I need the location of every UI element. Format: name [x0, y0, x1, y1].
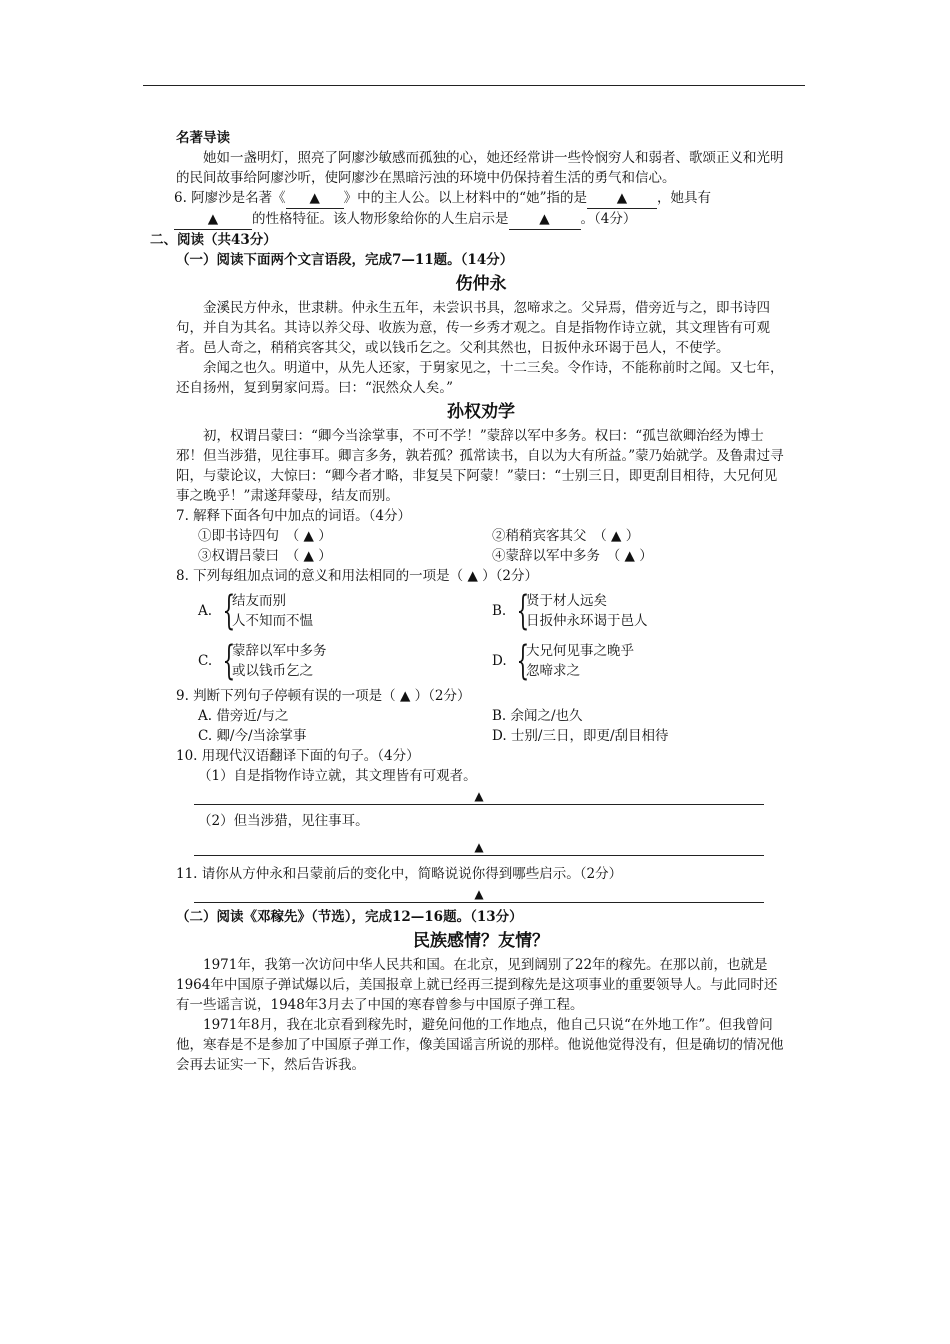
passage-paragraph: 初，权谓吕蒙曰：“卿今当涂掌事，不可不学！”蒙辞以军中多务。权曰：“孤岂欲卿治经为博士邪！但当涉猎，见往事耳。卿言多务，孰若孤？孤常读书，自以为大有所益。”蒙乃始就学。及鲁肃过寻阳，与蒙论议，大惊曰：“卿今者才略，非复吴下阿蒙！”蒙曰：“士别三日，即更刮目相待，大兄何见事之晚乎！”肃遂拜蒙母，结友而别。: [176, 428, 784, 504]
question-6: 6. 阿廖沙是名著《 ▲ 》中的主人公。以上材料中的“她”指的是 ▲ ，她具有 ▲ 的性格特征。该人物形象给你的人生启示是 ▲ 。（4分）: [174, 188, 786, 230]
question-7-stem: 7. 解释下面各句中加点的词语。（4分）: [176, 508, 412, 524]
option-b[interactable]: B. { 贤于材人远矣 日扳仲永环谒于邑人: [492, 588, 648, 634]
option-a[interactable]: A. { 结友而别 人不知而不愠: [198, 588, 313, 634]
passage-paragraph: 1971年8月，我在北京看到稼先时，避免问他的工作地点，他自己只说“在外地工作”。但我曾问他，寒春是不是参加了中国原子弹工作，像美国谣言所说的那样。他说他觉得没有，但是确切的情况他会再去证实一下，然后告诉我。: [176, 1017, 784, 1073]
answer-blank[interactable]: ▲: [587, 188, 657, 209]
option-b[interactable]: B. 余闻之/也久: [492, 708, 583, 724]
question-9-row: [176, 706, 786, 726]
option-c[interactable]: C. 卿/今/当涂掌事: [198, 728, 307, 744]
option-d[interactable]: D. 士别/三日，即更/刮目相待: [492, 728, 669, 744]
subsection-heading-1: （一）阅读下面两个文言语段，完成7—11题。（14分）: [176, 252, 514, 268]
exam-sheet: [150, 128, 786, 1075]
mingzhu-passage: 她如一盏明灯，照亮了阿廖沙敏感而孤独的心，她还经常讲一些怜悯穷人和弱者、歌颂正义和光明的民间故事给阿廖沙听，使阿廖沙在黑暗污浊的环境中仍保持着生活的勇气和信心。: [176, 150, 784, 186]
answer-slot[interactable]: （ ▲ ）: [292, 528, 332, 544]
passage-title-minzuganqing: 民族感情？友情？: [413, 931, 549, 951]
top-rule: [143, 85, 805, 86]
option-c[interactable]: C. { 蒙辞以军中多务 或以钱币乞之: [198, 638, 327, 684]
question-10-stem: 10. 用现代汉语翻译下面的句子。（4分）: [176, 748, 420, 764]
section-heading-reading: 二、阅读（共43分）: [150, 232, 277, 248]
passage-title-shangzhongyong: 伤仲永: [455, 274, 507, 294]
question-7-row: ③权谓吕蒙曰 （ ▲ ） ④蒙辞以军中多务 （ ▲ ）: [198, 548, 653, 564]
question-8-stem: 8. 下列每组加点词的意义和用法相同的一项是（ ▲ ）（2分）: [176, 568, 538, 584]
answer-line[interactable]: ▲: [194, 786, 764, 805]
passage-title-sunquanquanxue: 孙权劝学: [447, 402, 515, 422]
passage-paragraph: 金溪民方仲永，世隶耕。仲永生五年，未尝识书具，忽啼求之。父异焉，借旁近与之，即书诗四句，并自为其名。其诗以养父母、收族为意，传一乡秀才观之。自是指物作诗立就，其文理皆有可观者。邑人奇之，稍稍宾客其父，或以钱币乞之。父利其然也，日扳仲永环谒于邑人，不使学。: [176, 300, 770, 356]
question-10-sentence-1: （1）自是指物作诗立就，其文理皆有可观者。: [198, 768, 477, 784]
brace-icon: {: [222, 638, 236, 684]
answer-slot[interactable]: （ ▲ ）: [292, 548, 332, 564]
brace-icon: {: [516, 638, 530, 684]
option-a[interactable]: A. 借旁近/与之: [198, 708, 289, 724]
question-11-stem: 11. 请你从方仲永和吕蒙前后的变化中，简略说说你得到哪些启示。（2分）: [176, 866, 623, 882]
brace-icon: {: [516, 588, 530, 634]
answer-blank[interactable]: ▲: [286, 188, 344, 209]
passage-paragraph: 余闻之也久。明道中，从先人还家，于舅家见之，十二三矣。令作诗，不能称前时之闻。又七年，还自扬州，复到舅家问焉。曰：“泯然众人矣。”: [176, 360, 784, 396]
passage-paragraph: 1971年，我第一次访问中华人民共和国。在北京，见到阔别了22年的稼先。在那以前，也就是1964年中国原子弹试爆以后，美国报章上就已经再三提到稼先是这项事业的重要领导人。与此同时还有一些谣言说，1948年3月去了中国的寒春曾参与中国原子弹工程。: [176, 957, 778, 1013]
section-heading-mingzhu: 名著导读: [176, 130, 230, 146]
answer-slot[interactable]: （ ▲ ）: [600, 528, 640, 544]
question-8-options-cd: [176, 636, 786, 686]
answer-blank[interactable]: ▲: [509, 209, 581, 230]
question-10-sentence-2: （2）但当涉猎，见往事耳。: [198, 813, 369, 829]
answer-line[interactable]: ▲: [194, 837, 764, 856]
question-9-stem: 9. 判断下列句子停顿有误的一项是（ ▲ ）（2分）: [176, 688, 471, 704]
answer-slot[interactable]: （ ▲ ）: [613, 548, 653, 564]
answer-line[interactable]: ▲: [194, 884, 764, 903]
answer-blank[interactable]: ▲: [174, 209, 252, 230]
brace-icon: {: [222, 588, 236, 634]
option-d[interactable]: D. { 大兄何见事之晚乎 忽啼求之: [492, 638, 634, 684]
question-7-row: ①即书诗四句 （ ▲ ） ②稍稍宾客其父 （ ▲ ）: [198, 528, 640, 544]
subsection-heading-2: （二）阅读《邓稼先》（节选），完成12—16题。（13分）: [176, 909, 523, 925]
question-8-options-ab: [176, 586, 786, 636]
question-9-row: [176, 726, 786, 746]
